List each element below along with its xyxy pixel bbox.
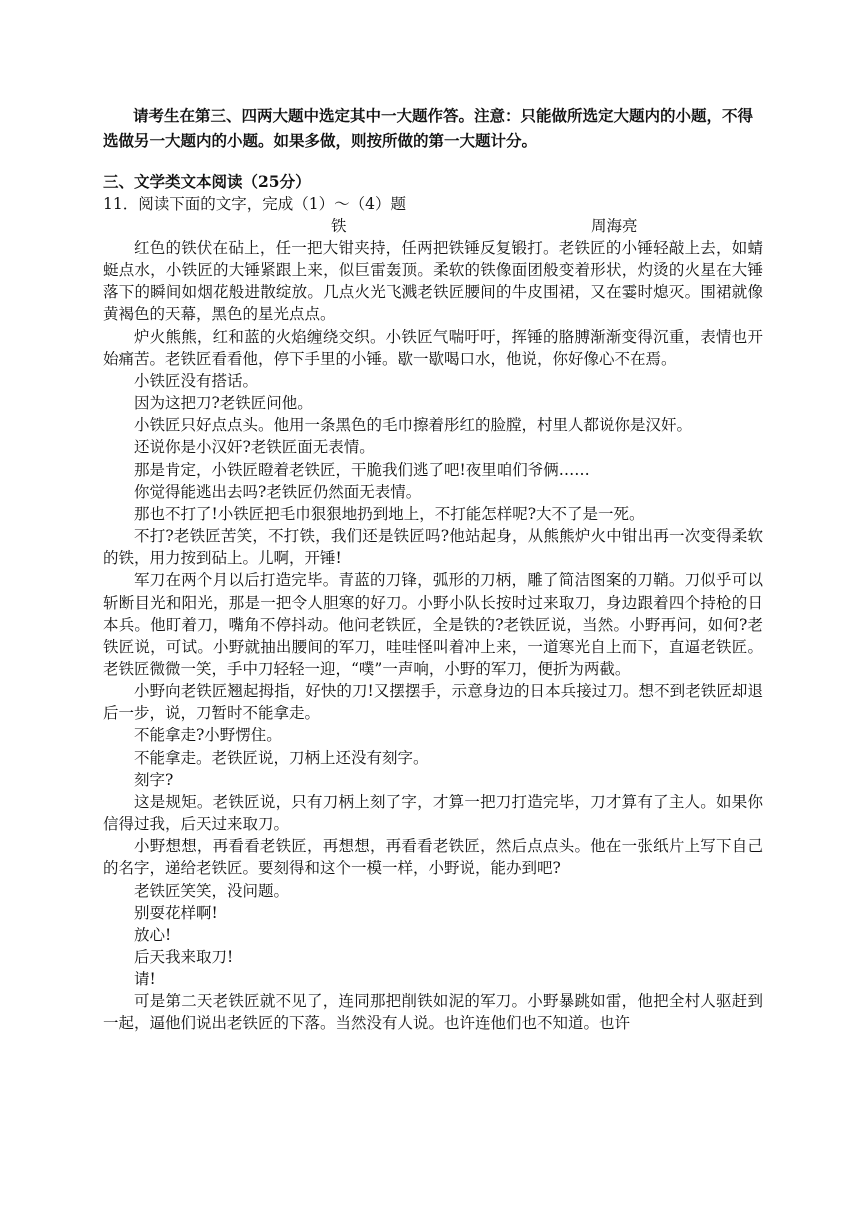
article-author: 周海亮 [591,217,638,235]
question-prompt: 11．阅读下面的文字，完成（1）～（4）题 [103,195,406,213]
paragraph: 这是规矩。老铁匠说，只有刀柄上刻了字，才算一把刀打造完毕，刀才算有了主人。如果你信得过我，后天过来取刀。 [103,792,763,834]
paragraph: 军刀在两个月以后打造完毕。青蓝的刀锋，弧形的刀柄，雕了简洁图案的刀鞘。刀似乎可以斩断目光和阳光，那是一把令人胆寒的好刀。小野小队长按时过来取刀，身边跟着四个持枪的日本兵。他盯着刀，嘴角不停抖动。他问老铁匠，全是铁的?老铁匠说，当然。小野再问，如何?老铁匠说，可试。小野就抽出腰间的军刀，哇哇怪叫着冲上来，一道寒光自上而下，直逼老铁匠。老铁匠微微一笑，手中刀轻轻一迎，“噗”一声响，小野的军刀，便折为两截。 [103,571,763,678]
paragraph: 不打?老铁匠苦笑，不打铁，我们还是铁匠吗?他站起身，从熊熊炉火中钳出再一次变得柔软的铁，用力按到砧上。儿啊，开锤! [103,527,763,568]
paragraph: 小铁匠没有搭话。 [134,371,259,390]
paragraph: 刻字? [134,770,174,789]
paragraph: 老铁匠笑笑，没问题。 [134,881,290,900]
paragraph: 那是肯定，小铁匠瞪着老铁匠，干脆我们逃了吧!夜里咱们爷俩…… [134,460,590,479]
paragraph: 红色的铁伏在砧上，任一把大钳夹持，任两把铁锤反复锻打。老铁匠的小锤轻敲上去，如蜻蜓点水，小铁匠的大锤紧跟上来，似巨雷轰顶。柔软的铁像面团般变着形状，灼烫的火星在大锤落下的瞬间如烟花般进散绽放。几点火光飞溅老铁匠腰间的牛皮围裙，又在霎时熄灭。围裙就像黄褐色的天幕，黑色的星光点点。 [103,239,763,324]
paragraph: 炉火熊熊，红和蓝的火焰缠绕交织。小铁匠气喘吁吁，挥锤的胳膊渐渐变得沉重，表情也开始痛苦。老铁匠看看他，停下手里的小锤。歇一歇喝口水，他说，你好像心不在焉。 [103,327,763,368]
paragraph: 你觉得能逃出去吗?老铁匠仍然面无表情。 [134,482,422,501]
paragraph: 请! [134,970,156,989]
article-body [103,237,763,1035]
instruction-notice: 请考生在第三、四两大题中选定其中一大题作答。注意：只能做所选定大题内的小题，不得选做另一大题内的小题。如果多做，则按所做的第一大题计分。 [103,106,754,150]
section-heading: 三、文学类文本阅读（25分） [103,172,311,191]
paragraph: 还说你是小汉奸?老铁匠面无表情。 [134,438,375,457]
paragraph: 小铁匠只好点点头。他用一条黑色的毛巾擦着彤红的脸膛，村里人都说你是汉奸。 [134,416,693,435]
paragraph: 那也不打了!小铁匠把毛巾狠狠地扔到地上，不打能怎样呢?大不了是一死。 [134,504,645,523]
paragraph: 放心! [134,925,172,944]
paragraph: 小野想想，再看看老铁匠，再想想，再看看老铁匠，然后点点头。他在一张纸片上写下自己的名字，递给老铁匠。要刻得和这个一模一样，小野说，能办到吧? [103,837,763,878]
paragraph: 小野向老铁匠翘起拇指，好快的刀!又摆摆手，示意身边的日本兵接过刀。想不到老铁匠却退后一步，说，刀暂时不能拿走。 [103,682,763,723]
paragraph: 因为这把刀?老铁匠问他。 [134,394,313,413]
paragraph: 可是第二天老铁匠就不见了，连同那把削铁如泥的军刀。小野暴跳如雷，他把全村人驱赶到一起，逼他们说出老铁匠的下落。当然没有人说。也许连他们也不知道。也许 [103,992,763,1033]
paragraph: 别耍花样啊! [134,903,218,922]
paragraph: 后天我来取刀! [134,948,234,966]
article-title: 铁 [331,217,347,235]
paragraph: 不能拿走。老铁匠说，刀柄上还没有刻字。 [134,748,429,767]
paragraph: 不能拿走?小野愣住。 [134,726,282,745]
